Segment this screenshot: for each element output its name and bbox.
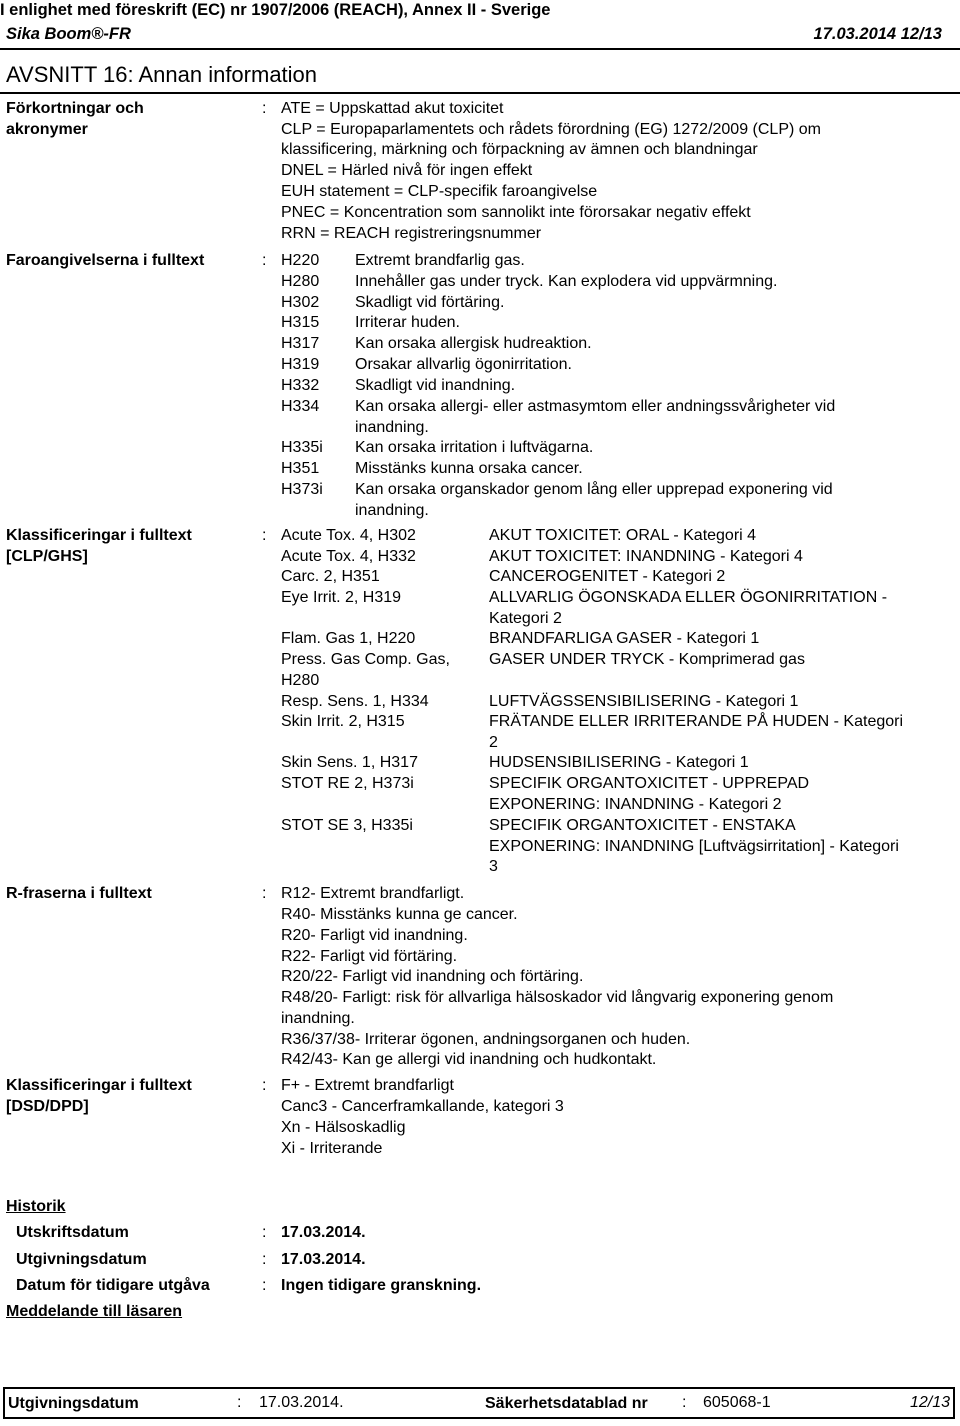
hazard-text: Skadligt vid förtäring. xyxy=(355,294,505,311)
clp-label-2: [CLP/GHS] xyxy=(6,548,88,565)
clp-colon: : xyxy=(262,527,267,544)
classification-text: SPECIFIK ORGANTOXICITET - ENSTAKA xyxy=(489,817,796,834)
classification-text: BRANDFARLIGA GASER - Kategori 1 xyxy=(489,630,760,647)
classification-code: Skin Irrit. 2, H315 xyxy=(281,713,405,730)
footer-colon-1: : xyxy=(237,1394,242,1411)
hazard-code: H373i xyxy=(281,481,323,498)
r-phrase-line: inandning. xyxy=(281,1010,355,1027)
hazard-code: H220 xyxy=(281,252,320,269)
r-phrase-line: R20/22- Farligt vid inandning och förtäring. xyxy=(281,968,584,985)
abbreviation-line: PNEC = Koncentration som sannolikt inte förorsakar negativ effekt xyxy=(281,204,751,221)
classification-text: AKUT TOXICITET: ORAL - Kategori 4 xyxy=(489,527,757,544)
dsd-label-2: [DSD/DPD] xyxy=(6,1098,89,1115)
r-phrase-line: R22- Farligt vid förtäring. xyxy=(281,948,458,965)
hazard-text: Misstänks kunna orsaka cancer. xyxy=(355,460,583,477)
dsd-line: Xi - Irriterande xyxy=(281,1140,383,1157)
r-phrase-line: R20- Farligt vid inandning. xyxy=(281,927,468,944)
footer-sds-label: Säkerhetsdatablad nr xyxy=(485,1395,648,1412)
classification-text-cont: Kategori 2 xyxy=(489,609,562,627)
abbreviation-line: RRN = REACH registreringsnummer xyxy=(281,225,542,242)
hazard-text-cont: inandning. xyxy=(355,419,429,436)
classification-code: Flam. Gas 1, H220 xyxy=(281,630,416,647)
hazard-code: H317 xyxy=(281,335,320,352)
clp-label: Klassificeringar i fulltext xyxy=(6,527,192,544)
abbreviation-line: EUH statement = CLP-specifik faroangivelse xyxy=(281,183,598,200)
reader-note: Meddelande till läsaren xyxy=(6,1303,183,1320)
r-phrase-line: R42/43- Kan ge allergi vid inandning och hudkontakt. xyxy=(281,1051,657,1068)
classification-code: STOT RE 2, H373i xyxy=(281,775,414,792)
abbreviation-line: CLP = Europaparlamentets och rådets förordning (EG) 1272/2009 (CLP) om xyxy=(281,121,821,138)
classification-code: Resp. Sens. 1, H334 xyxy=(281,693,429,710)
r-phrase-line: R48/20- Farligt: risk för allvarliga hälsoskador vid långvarig exponering genom xyxy=(281,989,834,1006)
section-title: AVSNITT 16: Annan information xyxy=(6,62,318,87)
classification-code: STOT SE 3, H335i xyxy=(281,817,413,834)
abbreviations-label-2: akronymer xyxy=(6,121,88,138)
prev-version-value: Ingen tidigare granskning. xyxy=(281,1277,482,1294)
prev-version-label: Datum för tidigare utgåva xyxy=(16,1277,210,1294)
hazard-text-cont: inandning. xyxy=(355,502,429,519)
hazard-code: H351 xyxy=(281,460,320,477)
abbreviations-colon: : xyxy=(262,100,267,117)
abbreviation-line: klassificering, märkning och förpackning av ämnen och blandningar xyxy=(281,141,758,158)
date-page: 17.03.2014 12/13 xyxy=(813,25,942,43)
hazard-code: H319 xyxy=(281,356,320,373)
hazard-text: Extremt brandfarlig gas. xyxy=(355,252,525,269)
classification-code: Carc. 2, H351 xyxy=(281,568,380,585)
hazard-code: H315 xyxy=(281,314,320,331)
classification-text-cont: 2 xyxy=(489,733,498,751)
print-date-colon: : xyxy=(262,1224,267,1241)
dsd-line: F+ - Extremt brandfarligt xyxy=(281,1077,454,1094)
classification-text-cont: EXPONERING: INANDNING [Luftvägsirritation] - Kategori xyxy=(489,837,899,855)
r-phrase-line: R40- Misstänks kunna ge cancer. xyxy=(281,906,518,923)
footer-issue-value: 17.03.2014. xyxy=(259,1394,344,1411)
classification-text: SPECIFIK ORGANTOXICITET - UPPREPAD xyxy=(489,775,810,792)
classification-code: Acute Tox. 4, H332 xyxy=(281,548,416,565)
classification-code: Skin Sens. 1, H317 xyxy=(281,754,418,771)
issue-date-value: 17.03.2014. xyxy=(281,1251,366,1268)
hazard-code: H335i xyxy=(281,439,323,456)
hazard-text: Orsakar allvarlig ögonirritation. xyxy=(355,356,572,373)
classification-text: CANCEROGENITET - Kategori 2 xyxy=(489,568,726,585)
classification-text-cont: 3 xyxy=(489,858,498,875)
issue-date-colon: : xyxy=(262,1251,267,1268)
r-phrase-line: R12- Extremt brandfarligt. xyxy=(281,885,465,902)
classification-text: FRÄTANDE ELLER IRRITERANDE PÅ HUDEN - Kategori xyxy=(489,713,904,730)
hazard-text: Innehåller gas under tryck. Kan explodera vid uppvärmning. xyxy=(355,273,778,290)
classification-text: GASER UNDER TRYCK - Komprimerad gas xyxy=(489,651,805,668)
abbreviation-line: DNEL = Härled nivå för ingen effekt xyxy=(281,162,533,179)
print-date-label: Utskriftsdatum xyxy=(16,1224,129,1241)
history-title: Historik xyxy=(6,1198,66,1215)
hazard-label: Faroangivelserna i fulltext xyxy=(6,252,205,269)
footer-page: 12/13 xyxy=(909,1394,950,1411)
classification-text-cont: EXPONERING: INANDNING - Kategori 2 xyxy=(489,795,782,813)
issue-date-label: Utgivningsdatum xyxy=(16,1251,147,1268)
prev-version-colon: : xyxy=(262,1277,267,1294)
hazard-colon: : xyxy=(262,252,267,269)
hazard-text: Kan orsaka allergi- eller astmasymtom eller andningssvårigheter vid xyxy=(355,398,836,415)
r-phrases-label: R-fraserna i fulltext xyxy=(6,885,152,902)
footer-sds-value: 605068-1 xyxy=(703,1394,771,1411)
abbreviation-line: ATE = Uppskattad akut toxicitet xyxy=(281,100,504,117)
footer-issue-label: Utgivningsdatum xyxy=(8,1395,139,1412)
hazard-code: H334 xyxy=(281,398,320,415)
classification-code: Eye Irrit. 2, H319 xyxy=(281,589,402,606)
dsd-label: Klassificeringar i fulltext xyxy=(6,1077,192,1094)
classification-code-cont: H280 xyxy=(281,672,320,689)
classification-text: LUFTVÄGSSENSIBILISERING - Kategori 1 xyxy=(489,693,799,710)
hazard-code: H332 xyxy=(281,377,320,394)
classification-code: Acute Tox. 4, H302 xyxy=(281,527,416,544)
classification-text: HUDSENSIBILISERING - Kategori 1 xyxy=(489,754,749,771)
header-divider xyxy=(0,48,960,50)
classification-text: AKUT TOXICITET: INANDNING - Kategori 4 xyxy=(489,548,803,565)
section-divider xyxy=(0,92,960,94)
hazard-text: Irriterar huden. xyxy=(355,314,460,331)
footer-colon-2: : xyxy=(682,1394,687,1411)
r-phrase-line: R36/37/38- Irriterar ögonen, andningsorganen och huden. xyxy=(281,1031,691,1048)
dsd-line: Xn - Hälsoskadlig xyxy=(281,1119,406,1136)
r-phrases-colon: : xyxy=(262,885,267,902)
hazard-text: Kan orsaka allergisk hudreaktion. xyxy=(355,335,592,352)
hazard-text: Kan orsaka organskador genom lång eller upprepad exponering vid xyxy=(355,481,833,498)
classification-text: ALLVARLIG ÖGONSKADA ELLER ÖGONIRRITATION - xyxy=(489,589,888,606)
dsd-colon: : xyxy=(262,1077,267,1094)
footer-box xyxy=(3,1387,955,1419)
hazard-code: H302 xyxy=(281,294,320,311)
print-date-value: 17.03.2014. xyxy=(281,1224,366,1241)
product-name: Sika Boom®-FR xyxy=(6,25,131,43)
hazard-text: Kan orsaka irritation i luftvägarna. xyxy=(355,439,594,456)
hazard-text: Skadligt vid inandning. xyxy=(355,377,516,394)
classification-code: Press. Gas Comp. Gas, xyxy=(281,651,450,668)
abbreviations-label: Förkortningar och xyxy=(6,100,144,117)
product-bar xyxy=(0,20,960,46)
hazard-code: H280 xyxy=(281,273,320,290)
regulation-header: I enlighet med föreskrift (EC) nr 1907/2006 (REACH), Annex II - Sverige xyxy=(0,1,551,19)
dsd-line: Canc3 - Cancerframkallande, kategori 3 xyxy=(281,1098,564,1115)
